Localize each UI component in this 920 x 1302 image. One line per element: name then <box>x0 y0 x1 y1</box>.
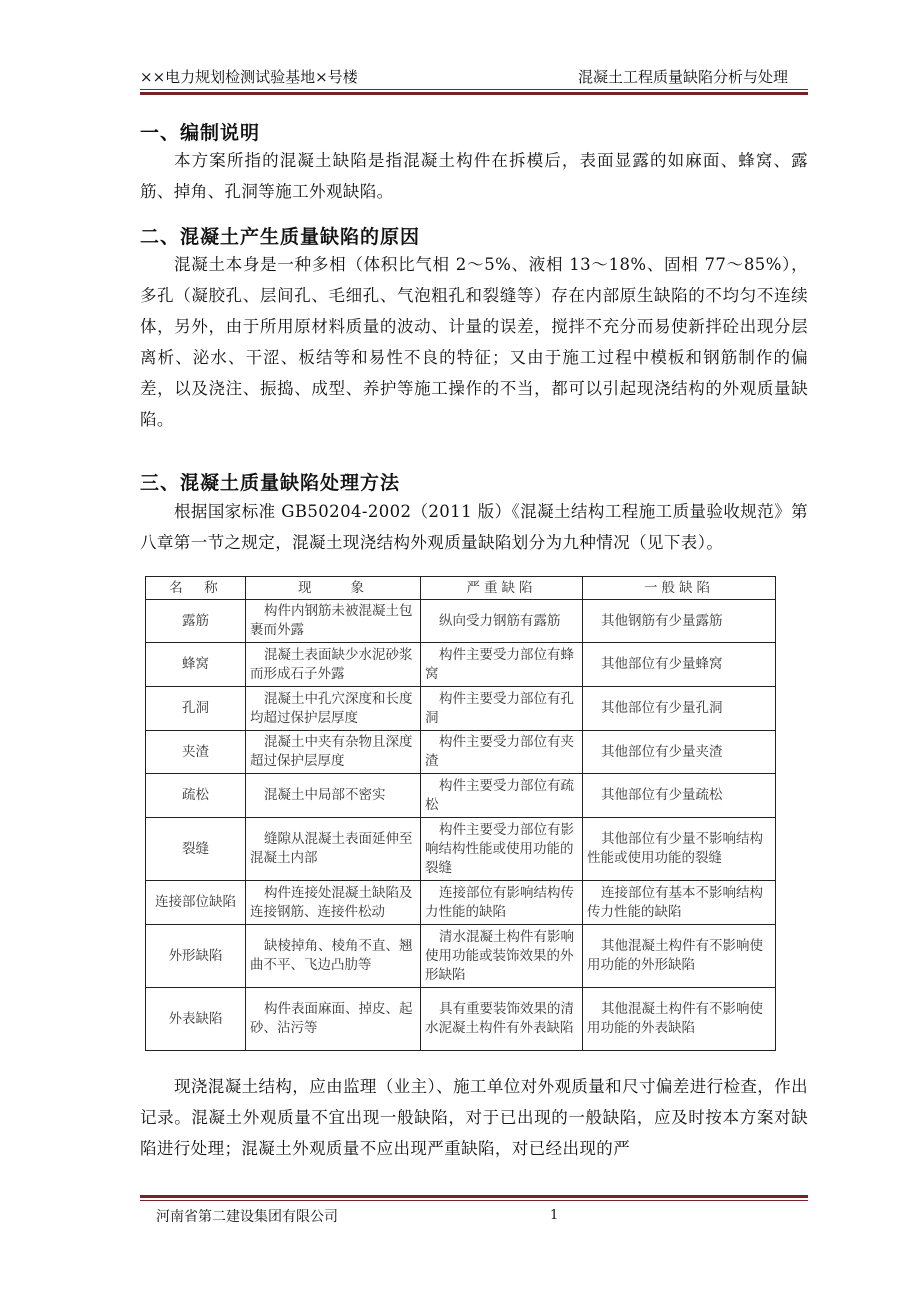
defect-phenomenon: 混凝土表面缺少水泥砂浆而形成石子外露 <box>246 643 421 687</box>
table-row <box>146 988 776 1051</box>
defect-name: 疏松 <box>146 774 246 818</box>
defect-severe: 连接部位有影响结构传力性能的缺陷 <box>421 881 583 925</box>
table-row <box>146 687 776 731</box>
defect-phenomenon: 构件内钢筋未被混凝土包裹而外露 <box>246 600 421 643</box>
table-row <box>146 925 776 988</box>
defect-classification-table <box>145 576 776 1051</box>
defect-severe: 构件主要受力部位有蜂窝 <box>421 643 583 687</box>
section-3-heading: 三、混凝土质量缺陷处理方法 <box>140 472 401 494</box>
table-header-row <box>146 577 776 600</box>
defect-severe: 构件主要受力部位有影响结构性能或使用功能的裂缝 <box>421 818 583 881</box>
defect-severe: 构件主要受力部位有孔洞 <box>421 687 583 731</box>
header-severe-defect: 严重缺陷 <box>421 577 583 600</box>
section-2-heading: 二、混凝土产生质量缺陷的原因 <box>140 226 421 248</box>
defect-severe: 构件主要受力部位有夹渣 <box>421 731 583 774</box>
defect-phenomenon: 构件连接处混凝土缺陷及连接钢筋、连接件松动 <box>246 881 421 925</box>
defect-severe: 清水混凝土构件有影响使用功能或装饰效果的外形缺陷 <box>421 925 583 988</box>
defect-name: 外形缺陷 <box>146 925 246 988</box>
defect-phenomenon: 缺棱掉角、棱角不直、翘曲不平、飞边凸肋等 <box>246 925 421 988</box>
table-row <box>146 643 776 687</box>
section-2-paragraph: 混凝土本身是一种多相（体积比气相 2～5%、液相 13～18%、固相 77～85%），多孔（凝胶孔、层间孔、毛细孔、气泡粗孔和裂缝等）存在内部原生缺陷的不均匀不连续体，另外，由于所用原材料质量的波动、计量的误差，搅拌不充分而易使新拌砼出现分层离析、泌水、干涩、板结等和易性不良的特征；又由于施工过程中模板和钢筋制作的偏差，以及浇注、振捣、成型、养护等施工操作的不当，都可以引起现浇结构的外观质量缺陷。 <box>140 255 808 429</box>
table-row <box>146 600 776 643</box>
footer-company: 河南省第二建设集团有限公司 <box>156 1209 338 1225</box>
defect-name: 连接部位缺陷 <box>146 881 246 925</box>
defect-general: 其他部位有少量不影响结构性能或使用功能的裂缝 <box>583 818 776 881</box>
defect-phenomenon: 混凝土中局部不密实 <box>246 774 421 818</box>
section-3-paragraph-2: 现浇混凝土结构，应由监理（业主）、施工单位对外观质量和尺寸偏差进行检查，作出记录。混凝土外观质量不宜出现一般缺陷，对于已出现的一般缺陷，应及时按本方案对缺陷进行处理；混凝土外观质量不应出现严重缺陷，对已经出现的严 <box>140 1077 808 1158</box>
page-number: 1 <box>550 1208 559 1223</box>
header-project-title: ××电力规划检测试验基地×号楼 <box>140 68 358 86</box>
defect-general: 连接部位有基本不影响结构传力性能的缺陷 <box>583 881 776 925</box>
defect-general: 其他部位有少量孔洞 <box>583 687 776 731</box>
defect-general: 其他混凝土构件有不影响使用功能的外形缺陷 <box>583 925 776 988</box>
header-name: 名 称 <box>146 577 246 600</box>
defect-phenomenon: 缝隙从混凝土表面延伸至混凝土内部 <box>246 818 421 881</box>
defect-general: 其他部位有少量蜂窝 <box>583 643 776 687</box>
defect-name: 外表缺陷 <box>146 988 246 1051</box>
defect-general: 其他部位有少量疏松 <box>583 774 776 818</box>
header-phenomenon: 现 象 <box>246 577 421 600</box>
footer-rule-top <box>140 1195 808 1198</box>
defect-general: 其他混凝土构件有不影响使用功能的外表缺陷 <box>583 988 776 1051</box>
defect-name: 露筋 <box>146 600 246 643</box>
defect-severe: 构件主要受力部位有疏松 <box>421 774 583 818</box>
defect-severe: 具有重要装饰效果的清水泥凝土构件有外表缺陷 <box>421 988 583 1051</box>
table-row <box>146 731 776 774</box>
defect-name: 孔洞 <box>146 687 246 731</box>
table-row <box>146 818 776 881</box>
defect-name: 蜂窝 <box>146 643 246 687</box>
defect-phenomenon: 混凝土中夹有杂物且深度超过保护层厚度 <box>246 731 421 774</box>
section-1-paragraph: 本方案所指的混凝土缺陷是指混凝土构件在拆模后，表面显露的如麻面、蜂窝、露筋、掉角、孔洞等施工外观缺陷。 <box>140 151 808 201</box>
defect-severe: 纵向受力钢筋有露筋 <box>421 600 583 643</box>
defect-phenomenon: 构件表面麻面、掉皮、起砂、沾污等 <box>246 988 421 1051</box>
header-rule-bottom <box>140 92 808 95</box>
defect-phenomenon: 混凝土中孔穴深度和长度均超过保护层厚度 <box>246 687 421 731</box>
header-rule-top <box>140 89 808 90</box>
defect-name: 夹渣 <box>146 731 246 774</box>
table-row <box>146 774 776 818</box>
defect-general: 其他部位有少量夹渣 <box>583 731 776 774</box>
header-document-title: 混凝土工程质量缺陷分析与处理 <box>577 68 788 86</box>
section-3-paragraph-1: 根据国家标准 GB50204-2002（2011 版）《混凝土结构工程施工质量验收规范》第八章第一节之规定，混凝土现浇结构外观质量缺陷划分为九种情况（见下表）。 <box>140 502 808 552</box>
table-row <box>146 881 776 925</box>
footer-rule-bottom <box>140 1200 808 1201</box>
header-general-defect: 一般缺陷 <box>583 577 776 600</box>
section-1-heading: 一、编制说明 <box>140 122 261 144</box>
defect-general: 其他钢筋有少量露筋 <box>583 600 776 643</box>
defect-name: 裂缝 <box>146 818 246 881</box>
